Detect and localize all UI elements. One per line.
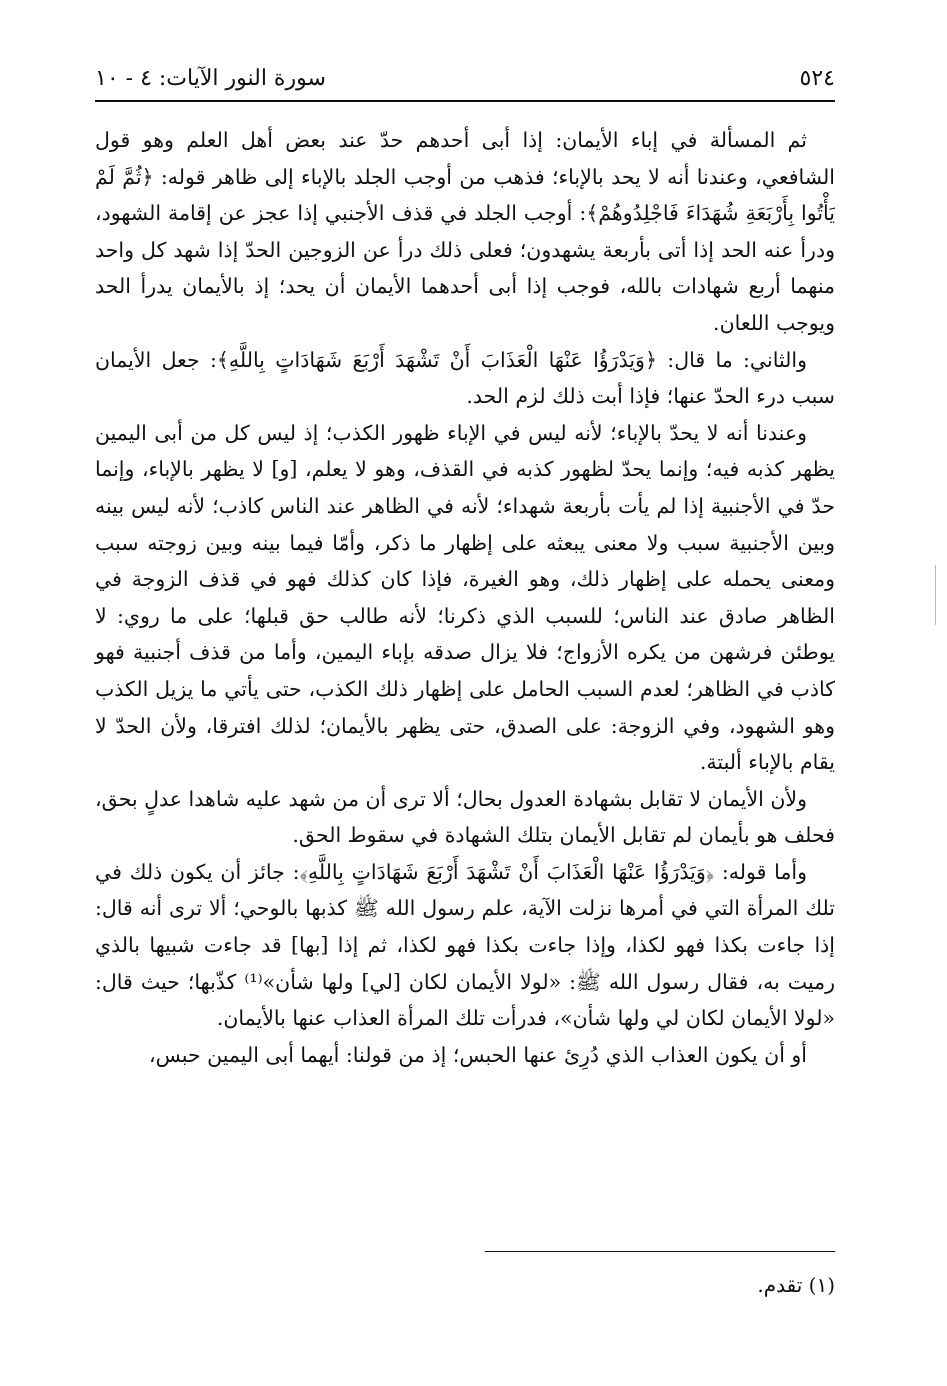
footnote-rule [485, 1251, 835, 1252]
paragraph: أو أن يكون العذاب الذي دُرِئ عنها الحبس؛ إذ من قولنا: أيهما أبى اليمين حبس، [149, 1042, 807, 1067]
running-title: سورة النور الآيات: ٤ - ١٠ [95, 66, 326, 91]
page-header [95, 62, 835, 98]
header-rule [95, 100, 835, 102]
footnote: (١) تقدم. [757, 1273, 835, 1297]
paragraph: والثاني: ما قال: ﴿وَيَدْرَؤُا عَنْهَا الْعَذَابَ أَنْ تَشْهَدَ أَرْبَعَ شَهَادَاتٍ بِاللَّهِ﴾: جعل الأيمان سبب درء الحدّ عنها؛ فإذا أبت ذلك لزم الحد. [95, 347, 835, 409]
paragraph: وعندنا أنه لا يحدّ بالإباء؛ لأنه ليس في الإباء ظهور الكذب؛ إذ ليس كل من أبى اليمين يظهر كذبه فيه؛ وإنما يحدّ لظهور كذبه في القذف، وهو لا يعلم، [و] لا يظهر بالإباء، وإنما حدّ في الأجنبية إذا لم يأت بأربعة شهداء؛ لأنه في الظاهر عند الناس كاذب؛ لأنه ليس بينه وبين الأجنبية سبب ولا معنى يبعثه على إظهار ما ذكر، وأمّا فيما بينه وبين زوجته سبب ومعنى يحمله على إظهار ذلك، وهو الغيرة، فإذا كان كذلك فهو في قذف الزوجة في الظاهر صادق عند الناس؛ للسبب الذي ذكرنا؛ لأنه طالب حق قبلها؛ على ما روي: لا يوطئن فرشهن من يكره الأزواج؛ فلا يزال صدقه بإباء اليمين، وأما من قذف أجنبية فهو كاذب في الظاهر؛ لعدم السبب الحامل على إظهار ذلك الكذب، حتى يأتي ما يزيل الكذب وهو الشهود، وفي الزوجة: على الصدق، حتى يظهر بالأيمان؛ لذلك افترقا، ولأن الحدّ لا يقام بالإباء ألبتة. [95, 420, 835, 775]
scan-edge-mark [935, 565, 936, 625]
paragraph: وأما قوله: ﴿وَيَدْرَؤُا عَنْهَا الْعَذَابَ أَنْ تَشْهَدَ أَرْبَعَ شَهَادَاتٍ بِاللَّهِ﴾: جائز أن يكون ذلك في تلك المرأة التي في أمرها نزلت الآية، علم رسول الله ﷺ كذبها بالوحي؛ ألا ترى أنه قال: إذا جاءت بكذا فهو لكذا، وإذا جاءت بكذا فهو لكذا، ثم إذا [بها] قد جاءت شبيها بالذي رميت به، فقال رسول الله ﷺ: «لولا الأيمان لكان [لي] ولها شأن»⁽¹⁾ كذّبها؛ حيث قال: «لولا الأيمان لكان لي ولها شأن»، فدرأت تلك المرأة العذاب عنها بالأيمان. [95, 859, 835, 1031]
paragraph: ولأن الأيمان لا تقابل بشهادة العدول بحال؛ ألا ترى أن من شهد عليه شاهدا عدلٍ بحق، فحلف هو بأيمان لم تقابل الأيمان بتلك الشهادة في سقوط الحق. [94, 786, 835, 848]
main-text [95, 122, 835, 1073]
page-number: ٥٢٤ [799, 66, 835, 91]
paragraph: ثم المسألة في إباء الأيمان: إذا أبى أحدهم حدّ عند بعض أهل العلم وهو قول الشافعي، وعندنا أنه لا يحد بالإباء؛ فذهب من أوجب الجلد بالإباء إلى ظاهر قوله: ﴿ثُمَّ لَمْ يَأْتُوا بِأَرْبَعَةِ شُهَدَاءَ فَاجْلِدُوهُمْ﴾: أوجب الجلد في قذف الأجنبي إذا عجز عن إقامة الشهود، ودرأ عنه الحد إذا أتى بأربعة يشهدون؛ فعلى ذلك درأ عن الزوجين الحدّ إذا شهد كل واحد منهما أربع شهادات بالله، فوجب إذا أبى أحدهما الأيمان أن يحد؛ إذ بالأيمان يدرأ الحد ويوجب اللعان. [95, 128, 835, 335]
